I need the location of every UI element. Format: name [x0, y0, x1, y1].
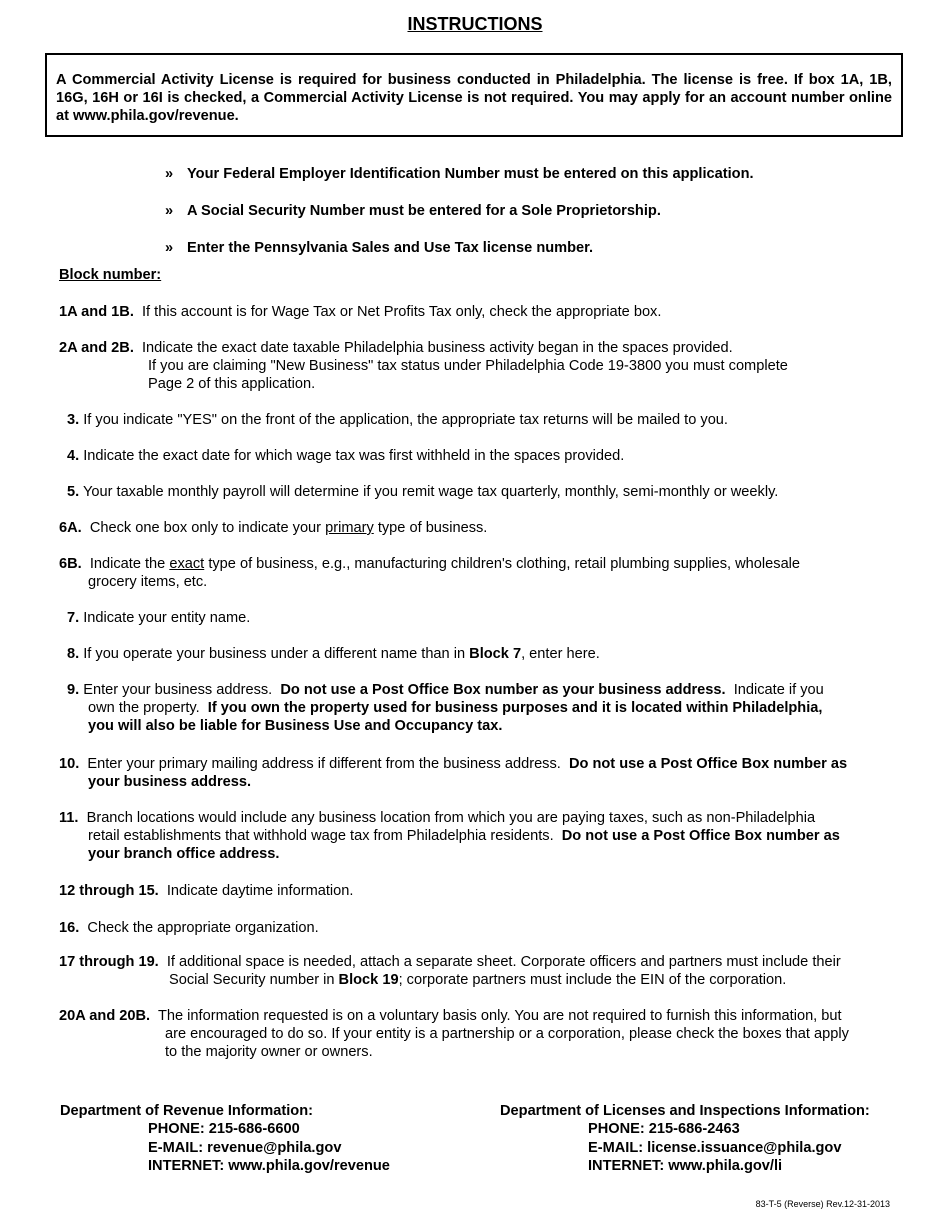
block-label: 11. [59, 810, 79, 826]
instruction-20a-20b [59, 1007, 842, 1025]
block-label: 9. [67, 682, 80, 698]
instruction-text: Social Security number in [169, 972, 335, 988]
bullet-symbol: » [165, 240, 174, 256]
instruction-text: Page 2 of this application. [148, 376, 316, 392]
li-phone: PHONE: 215-686-2463 [588, 1121, 740, 1137]
instruction-text: retail establishments that withhold wage tax from Philadelphia residents. [88, 828, 554, 844]
instruction-text: ; corporate partners must include the EIN of the corporation. [398, 972, 787, 988]
block-label: 6B. [59, 556, 82, 572]
block-label: 8. [67, 646, 80, 662]
instruction-text: If you indicate "YES" on the front of the application, the appropriate tax returns will be mailed to you. [83, 412, 728, 428]
instruction-text: Check the appropriate organization. [87, 920, 319, 936]
notice-text: A Commercial Activity License is required for business conducted in Philadelphia. The license is free. If box 1A, 1B, 16G, 16H or 16I is checked, a Commercial Activity License is not required. You may apply for an account number online at www.phila.gov/revenue. [56, 72, 892, 124]
revenue-email: E-MAIL: revenue@phila.gov [148, 1140, 342, 1156]
instruction-17-19-line2 [169, 971, 786, 989]
block-label: 3. [67, 412, 80, 428]
notice-box [45, 53, 903, 137]
bold-text: your branch office address. [88, 846, 280, 862]
bullet-text: A Social Security Number must be entered for a Sole Proprietorship. [187, 203, 661, 219]
instruction-11 [59, 809, 815, 827]
instruction-text: Indicate if you [733, 682, 824, 698]
block-label: 5. [67, 484, 80, 500]
instruction-text: Enter your business address. [83, 682, 273, 698]
bullet-text: Your Federal Employer Identification Number must be entered on this application. [187, 166, 754, 182]
bullet-item [165, 202, 661, 220]
instruction-text: Indicate the exact date for which wage tax was first withheld in the spaces provided. [83, 448, 625, 464]
block-label: 10. [59, 756, 80, 772]
li-email: E-MAIL: license.issuance@phila.gov [588, 1140, 842, 1156]
instruction-text: If you operate your business under a different name than in [83, 646, 466, 662]
block-number-heading: Block number: [59, 267, 162, 283]
bold-text [88, 845, 279, 863]
instruction-text: type of business. [377, 520, 488, 536]
li-internet: INTERNET: www.phila.gov/li [588, 1158, 783, 1174]
instruction-text: own the property. [88, 700, 200, 716]
block-label: 2A and 2B. [59, 340, 134, 356]
block-label: 16. [59, 920, 80, 936]
instruction-text: Indicate your entity name. [83, 610, 251, 626]
bold-text: Block 19 [338, 972, 399, 988]
instruction-6b [59, 555, 800, 573]
instruction-6a [59, 519, 487, 537]
block-label: 7. [67, 610, 80, 626]
instruction-text: type of business, e.g., manufacturing children's clothing, retail plumbing supplies, wholesale [208, 556, 801, 572]
block-label: 1A and 1B. [59, 304, 134, 320]
instruction-text: If you are claiming "New Business" tax status under Philadelphia Code 19-3800 you must complete [148, 358, 788, 374]
instruction-text: Indicate the exact date taxable Philadelphia business activity began in the spaces provided. [142, 340, 733, 356]
bold-text: Do not use a Post Office Box number as [561, 828, 840, 844]
block-label: 4. [67, 448, 80, 464]
bullet-text: Enter the Pennsylvania Sales and Use Tax license number. [187, 240, 594, 256]
bullet-symbol: » [165, 166, 174, 182]
instruction-text: Branch locations would include any business location from which you are paying taxes, such as non-Philadelphia [86, 810, 816, 826]
block-label: 20A and 20B. [59, 1008, 151, 1024]
instruction-17-19 [59, 953, 841, 971]
underlined-text: primary [325, 520, 374, 536]
instruction-text: If this account is for Wage Tax or Net Profits Tax only, check the appropriate box. [142, 304, 662, 320]
instruction-5 [67, 483, 778, 501]
instruction-text: Your taxable monthly payroll will determine if you remit wage tax quarterly, monthly, semi-monthly or weekly. [82, 484, 779, 500]
bold-text: Block 7 [469, 646, 522, 662]
instruction-text: If additional space is needed, attach a separate sheet. Corporate officers and partners must include their [166, 954, 841, 970]
revenue-contact-heading: Department of Revenue Information: [60, 1103, 313, 1119]
instruction-11-line2 [88, 827, 840, 845]
block-label: 17 through 19. [59, 954, 159, 970]
revenue-internet: INTERNET: www.phila.gov/revenue [148, 1158, 390, 1174]
form-code: 83-T-5 (Reverse) Rev.12-31-2013 [755, 1199, 890, 1209]
li-contact-heading: Department of Licenses and Inspections Information: [500, 1103, 870, 1119]
instruction-3 [67, 411, 728, 429]
bold-text: Do not use a Post Office Box number as your business address. [280, 682, 726, 698]
instruction-text: Indicate the [89, 556, 166, 572]
bullet-item [165, 239, 593, 257]
instruction-text: Enter your primary mailing address if different from the business address. [87, 756, 561, 772]
underlined-text: exact [169, 556, 205, 572]
instruction-9 [67, 681, 824, 699]
bold-text [88, 717, 502, 735]
instruction-7 [67, 609, 250, 627]
instruction-text: The information requested is on a voluntary basis only. You are not required to furnish this information, but [157, 1008, 842, 1024]
instruction-10 [59, 755, 847, 773]
instruction-8 [67, 645, 600, 663]
instruction-text: Check one box only to indicate your [89, 520, 322, 536]
instruction-text: grocery items, etc. [88, 574, 208, 590]
instruction-16 [59, 919, 319, 937]
instruction-12-15 [59, 882, 353, 900]
instruction-4 [67, 447, 624, 465]
bullet-item [165, 165, 754, 183]
instruction-text: , enter here. [521, 646, 600, 662]
bold-text: If you own the property used for business purposes and it is located within Philadelphia, [207, 700, 823, 716]
instruction-1a-1b [59, 303, 904, 321]
bold-text: your business address. [88, 774, 252, 790]
bold-text [88, 773, 251, 791]
instruction-text: are encouraged to do so. If your entity is a partnership or a corporation, please check the boxes that apply [165, 1026, 849, 1042]
instruction-9-line2 [88, 699, 822, 717]
revenue-phone: PHONE: 215-686-6600 [148, 1121, 300, 1137]
instruction-text: Indicate daytime information. [166, 883, 354, 899]
bold-text: Do not use a Post Office Box number as [568, 756, 848, 772]
bullet-symbol: » [165, 203, 174, 219]
bold-text: you will also be liable for Business Use and Occupancy tax. [88, 718, 503, 734]
page-title: INSTRUCTIONS [407, 14, 543, 34]
instruction-text: to the majority owner or owners. [165, 1044, 373, 1060]
block-label: 12 through 15. [59, 883, 159, 899]
instruction-2a-2b [59, 339, 904, 357]
block-label: 6A. [59, 520, 82, 536]
